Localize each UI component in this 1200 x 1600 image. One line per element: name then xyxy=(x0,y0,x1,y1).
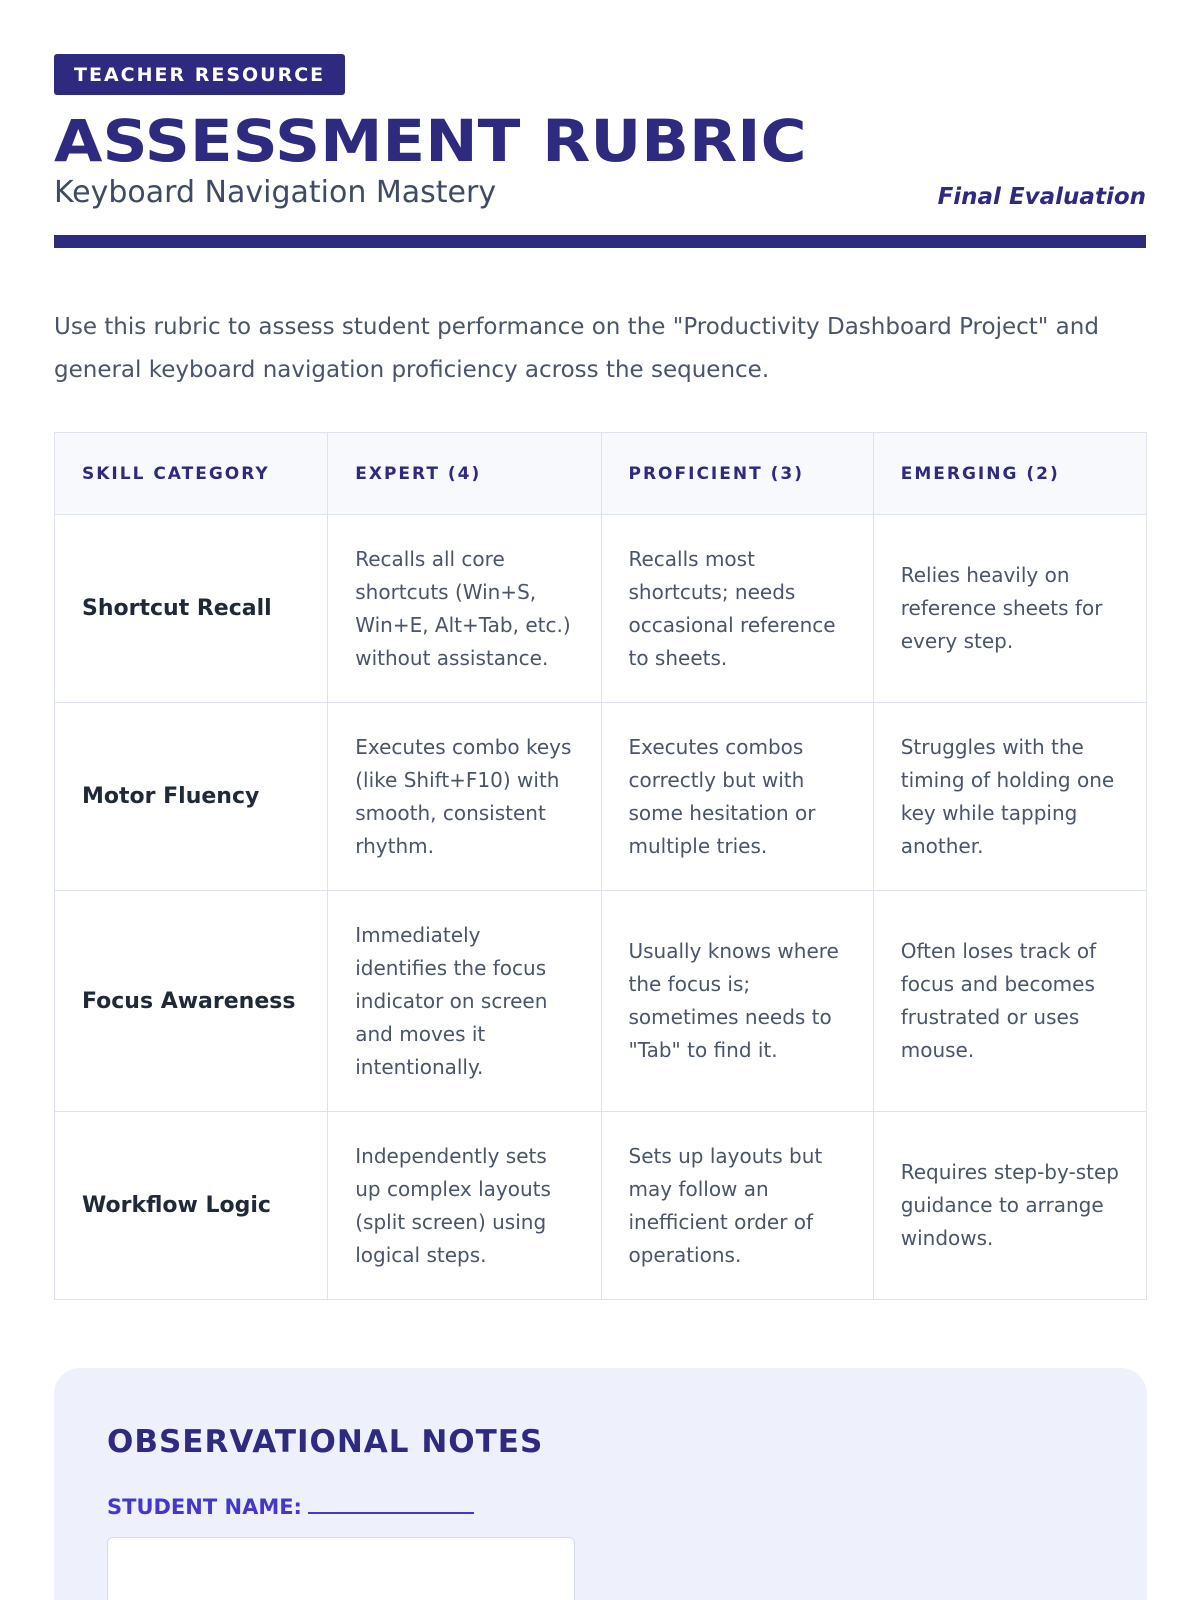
proficient-cell: Recalls most shortcuts; needs occasional reference to sheets. xyxy=(601,515,873,703)
student-name-blank[interactable] xyxy=(308,1492,474,1514)
header-divider xyxy=(54,235,1146,248)
intro-paragraph: Use this rubric to assess student performance on the "Productivity Dashboard Project" and general keyboard navigation proficiency across the sequence. xyxy=(54,314,1099,383)
evaluation-label: Final Evaluation xyxy=(937,184,1146,210)
skill-cell: Shortcut Recall xyxy=(55,515,328,703)
expert-cell: Immediately identifies the focus indicator on screen and moves it intentionally. xyxy=(328,891,601,1112)
notes-text-area[interactable] xyxy=(107,1537,575,1600)
teacher-resource-badge: TEACHER RESOURCE xyxy=(54,54,345,95)
skill-cell: Workflow Logic xyxy=(55,1112,328,1300)
proficient-cell: Executes combos correctly but with some hesitation or multiple tries. xyxy=(601,703,873,891)
page-title: ASSESSMENT RUBRIC xyxy=(54,107,807,175)
observational-notes-panel xyxy=(54,1368,1147,1600)
table-row xyxy=(55,1112,1147,1300)
expert-cell: Recalls all core shortcuts (Win+S, Win+E, Alt+Tab, etc.) without assistance. xyxy=(328,515,601,703)
column-header-emerging: EMERGING (2) xyxy=(873,433,1146,515)
skill-cell: Focus Awareness xyxy=(55,891,328,1112)
table-header-row xyxy=(55,433,1147,515)
student-name-label: STUDENT NAME: xyxy=(107,1495,302,1519)
skill-cell: Motor Fluency xyxy=(55,703,328,891)
column-header-proficient: PROFICIENT (3) xyxy=(601,433,873,515)
notes-title: OBSERVATIONAL NOTES xyxy=(107,1424,544,1460)
subtitle-row xyxy=(54,175,1146,219)
column-header-skill-category: SKILL CATEGORY xyxy=(55,433,328,515)
table-row xyxy=(55,515,1147,703)
student-name-row xyxy=(107,1492,1094,1521)
emerging-cell: Requires step-by-step guidance to arrange windows. xyxy=(873,1112,1146,1300)
table-row xyxy=(55,891,1147,1112)
page-subtitle: Keyboard Navigation Mastery xyxy=(54,175,497,210)
rubric-table xyxy=(54,432,1147,1300)
expert-cell: Independently sets up complex layouts (split screen) using logical steps. xyxy=(328,1112,601,1300)
proficient-cell: Sets up layouts but may follow an inefficient order of operations. xyxy=(601,1112,873,1300)
proficient-cell: Usually knows where the focus is; sometimes needs to "Tab" to find it. xyxy=(601,891,873,1112)
column-header-expert: EXPERT (4) xyxy=(328,433,601,515)
expert-cell: Executes combo keys (like Shift+F10) with smooth, consistent rhythm. xyxy=(328,703,601,891)
emerging-cell: Struggles with the timing of holding one key while tapping another. xyxy=(873,703,1146,891)
emerging-cell: Often loses track of focus and becomes frustrated or uses mouse. xyxy=(873,891,1146,1112)
table-row xyxy=(55,703,1147,891)
emerging-cell: Relies heavily on reference sheets for every step. xyxy=(873,515,1146,703)
